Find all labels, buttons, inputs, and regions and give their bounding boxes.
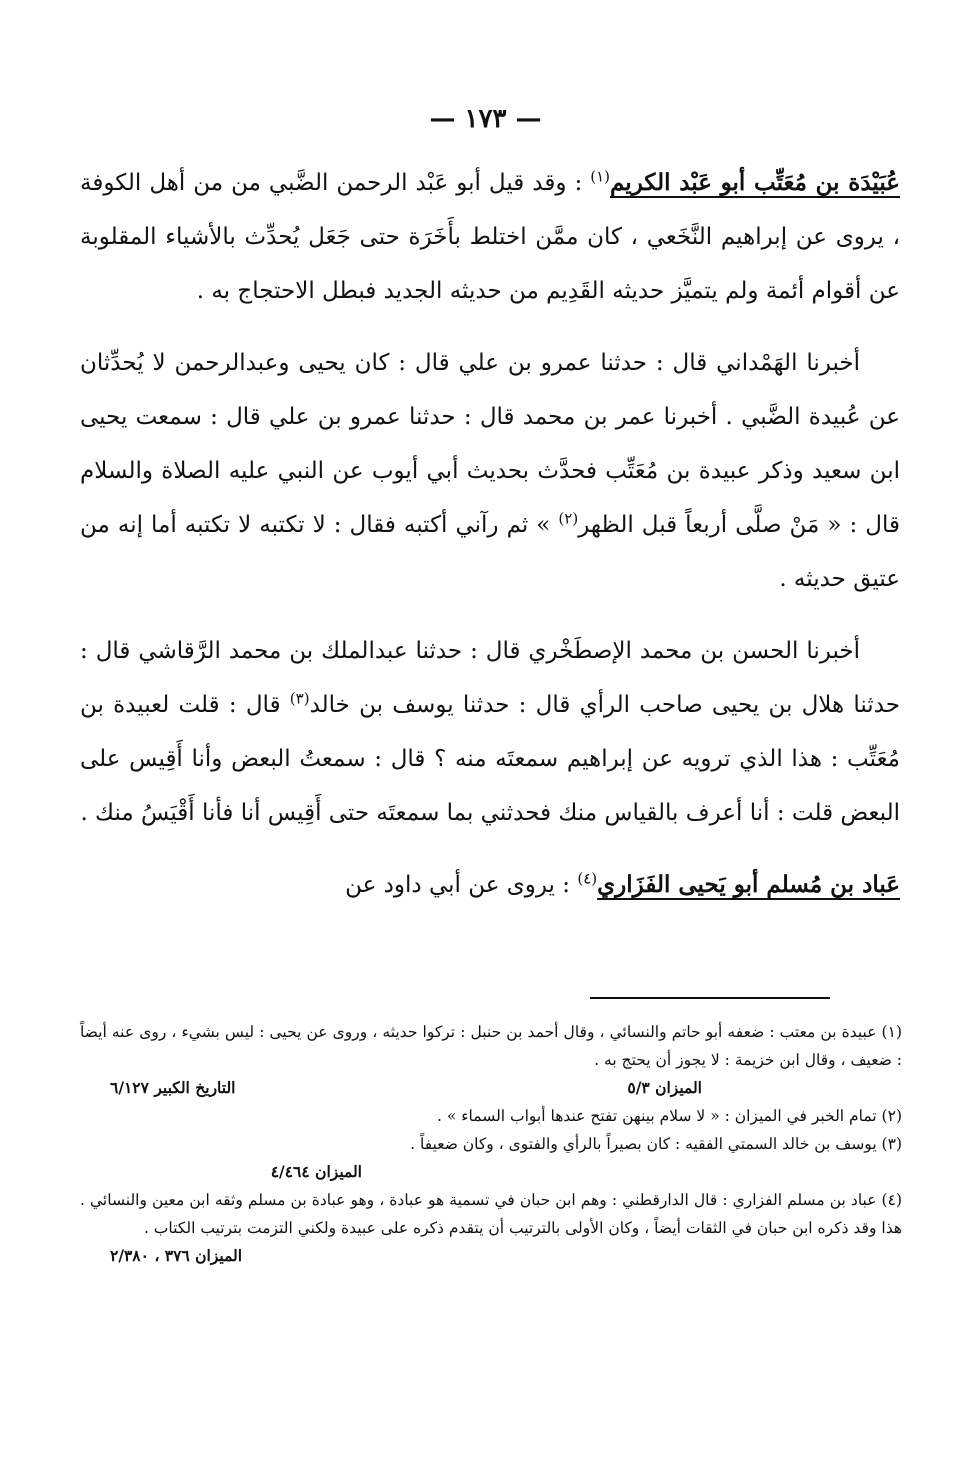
footnote-4-reference-row xyxy=(80,1242,902,1270)
paragraph-text: قال : قلت لعبيدة بن مُعَتِّب : هذا الذي ترويه عن إبراهيم سمعتَه منه ؟ قال : سمعتُ البعض وأنا أَقِيس على البعض قلت : أنا أعرف بالقياس منك فحدثني بما سمعتَه حتى أَقِيس أنا فأنا أَقْيَسُ منك . xyxy=(80,692,900,826)
footnote-reference: الميزان ٤/٤٦٤ xyxy=(270,1162,362,1181)
page-number: — ١٧٣ — xyxy=(429,104,542,134)
footnote-reference: الميزان ٣٧٦ ، ٢/٣٨٠ xyxy=(110,1246,243,1265)
footnote-1-references xyxy=(80,1074,902,1102)
footnote-reference: الميزان ٥/٣ xyxy=(627,1078,702,1097)
entry-text: : يروى عن أبي داود عن xyxy=(345,872,578,898)
footnote-reference: التاريخ الكبير ٦/١٢٧ xyxy=(110,1078,236,1097)
entry-ubayda xyxy=(80,156,900,318)
footnote-2: (٢) تمام الخبر في الميزان : « لا سلام بينهن تفتح عندها أبواب السماء » . xyxy=(437,1107,902,1125)
paragraph-text: أخبرنا الحسن بن محمد الإصطَخْري قال : حدثنا عبدالملك بن محمد الرَّقاشي قال : حدثنا هلال بن يحيى صاحب الرأي قال : حدثنا يوسف بن خالد xyxy=(80,638,900,718)
footnote-4: (٤) عباد بن مسلم الفزاري : قال الدارقطني : وهم ابن حبان في تسمية هو عبادة ، وهو عبادة بن مسلم وثقه ابن معين والنسائي . هذا وقد ذكره ابن حبان في الثقات أيضاً ، وكان الأولى بالترتيب أن يتقدم ذكره على عبيدة ولكني التزمت بترتيب الكتاب . xyxy=(80,1191,902,1237)
footnotes xyxy=(80,1018,902,1270)
footnote-mark: (٣) xyxy=(289,689,310,708)
paragraph-text: أخبرنا الهَمْداني قال : حدثنا عمرو بن علي قال : كان يحيى وعبدالرحمن لا يُحدِّثان عن عُبيدة الضَّبي . أخبرنا عمر بن محمد قال : حدثنا عمرو بن علي قال : سمعت يحيى ابن سعيد وذكر عبيدة بن مُعَتِّب فحدَّث بحديث أبي أيوب عن النبي عليه الصلاة والسلام قال : « مَنْ صلَّى أربعاً قبل الظهر xyxy=(80,350,900,538)
footnote-1: (١) عبيدة بن معتب : ضعفه أبو حاتم والنسائي ، وقال أحمد بن حنبل : تركوا حديثه ، وروى عن يحيى : ليس بشيء ، روى عنه أيضاً : ضعيف ، وقال ابن خزيمة : لا يجوز أن يحتج به . xyxy=(80,1023,902,1069)
entry-abbad xyxy=(80,858,900,912)
entry-name: عُبَيْدَة بن مُعَتِّب أبو عَبْد الكريم xyxy=(610,169,900,196)
footnote-3: (٣) يوسف بن خالد السمتي الفقيه : كان بصيراً بالرأي والفتوى ، وكان ضعيفاً . xyxy=(410,1135,902,1153)
entry-name: عَباد بن مُسلم أبو يَحيى الفَزَاري xyxy=(597,871,900,898)
main-text xyxy=(80,156,900,912)
footnote-mark: (١) xyxy=(590,167,610,186)
entry-text: : وقد قيل أبو عَبْد الرحمن الضَّبي من من أهل الكوفة ، يروى عن إبراهيم النَّخَعي ، كان ممَّن اختلط بأَخَرَة حتى جَعَل يُحدِّث بالأشياء المقلوبة عن أقوام أئمة ولم يتميَّز حديثه القَدِيم من حديثه الجديد فبطل الاحتجاج به . xyxy=(80,170,900,304)
paragraph-istakhri xyxy=(80,624,900,840)
footnote-mark: (٢) xyxy=(558,509,579,528)
footnote-mark: (٤) xyxy=(577,869,598,888)
paragraph-text: » ثم رآني أكتبه فقال : لا تكتبه لا تكتبه أما إنه من عتيق حديثه . xyxy=(80,512,900,592)
paragraph-hamdani xyxy=(80,336,900,606)
footnote-separator xyxy=(590,997,830,999)
